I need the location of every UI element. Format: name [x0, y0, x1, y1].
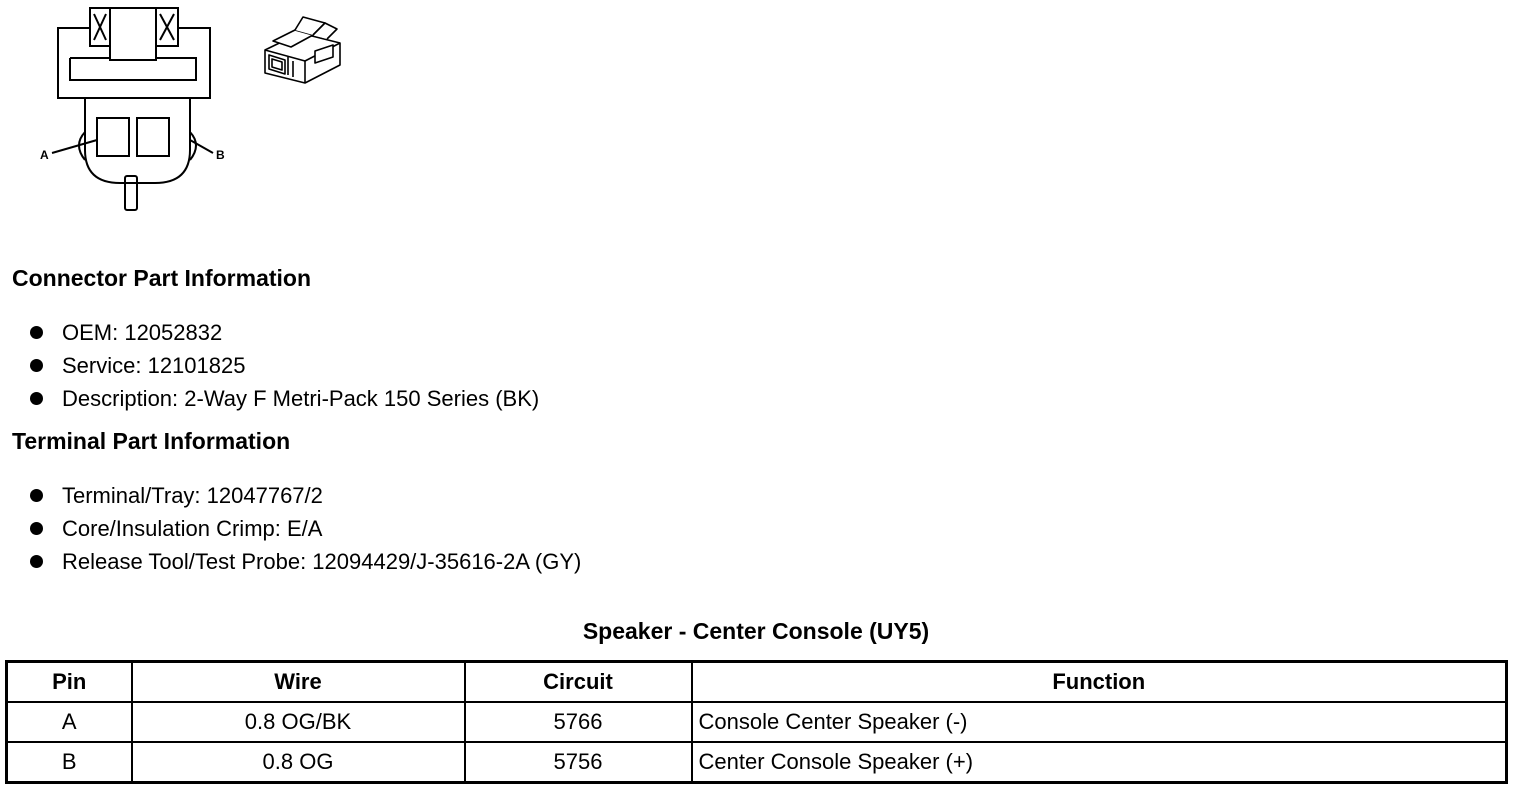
connector-face-diagram — [30, 0, 250, 220]
bullet-icon — [30, 522, 43, 535]
bullet-icon — [30, 359, 43, 372]
bullet-icon — [30, 555, 43, 568]
cell-circuit: 5766 — [465, 702, 692, 742]
list-item: Terminal/Tray: 12047767/2 — [28, 479, 581, 512]
column-header-pin: Pin — [7, 662, 132, 703]
connector-isometric-icon — [255, 5, 350, 90]
pin-table-title: Speaker - Center Console (UY5) — [582, 618, 930, 644]
column-header-circuit: Circuit — [465, 662, 692, 703]
pin-label-b: B — [216, 148, 225, 162]
connector-part-info-list — [28, 316, 539, 415]
pin-table — [5, 660, 1508, 784]
connector-part-info-heading: Connector Part Information — [12, 265, 312, 291]
cell-circuit: 5756 — [465, 742, 692, 783]
list-item: Release Tool/Test Probe: 12094429/J-35616-2A (GY) — [28, 545, 581, 578]
bullet-icon — [30, 489, 43, 502]
cell-function: Console Center Speaker (-) — [692, 702, 1507, 742]
table-row — [7, 742, 1507, 783]
list-item: OEM: 12052832 — [28, 316, 539, 349]
list-item: Service: 12101825 — [28, 349, 539, 382]
table-row — [7, 702, 1507, 742]
column-header-wire: Wire — [132, 662, 465, 703]
cell-wire: 0.8 OG/BK — [132, 702, 465, 742]
pin-label-a: A — [40, 148, 49, 162]
cell-function: Center Console Speaker (+) — [692, 742, 1507, 783]
list-item: Description: 2-Way F Metri-Pack 150 Series (BK) — [28, 382, 539, 415]
terminal-part-info-list — [28, 479, 581, 578]
list-item: Core/Insulation Crimp: E/A — [28, 512, 581, 545]
column-header-function: Function — [692, 662, 1507, 703]
table-header-row — [7, 662, 1507, 703]
cell-pin: A — [7, 702, 132, 742]
cell-wire: 0.8 OG — [132, 742, 465, 783]
bullet-icon — [30, 326, 43, 339]
bullet-icon — [30, 392, 43, 405]
terminal-part-info-heading: Terminal Part Information — [12, 428, 291, 454]
cell-pin: B — [7, 742, 132, 783]
